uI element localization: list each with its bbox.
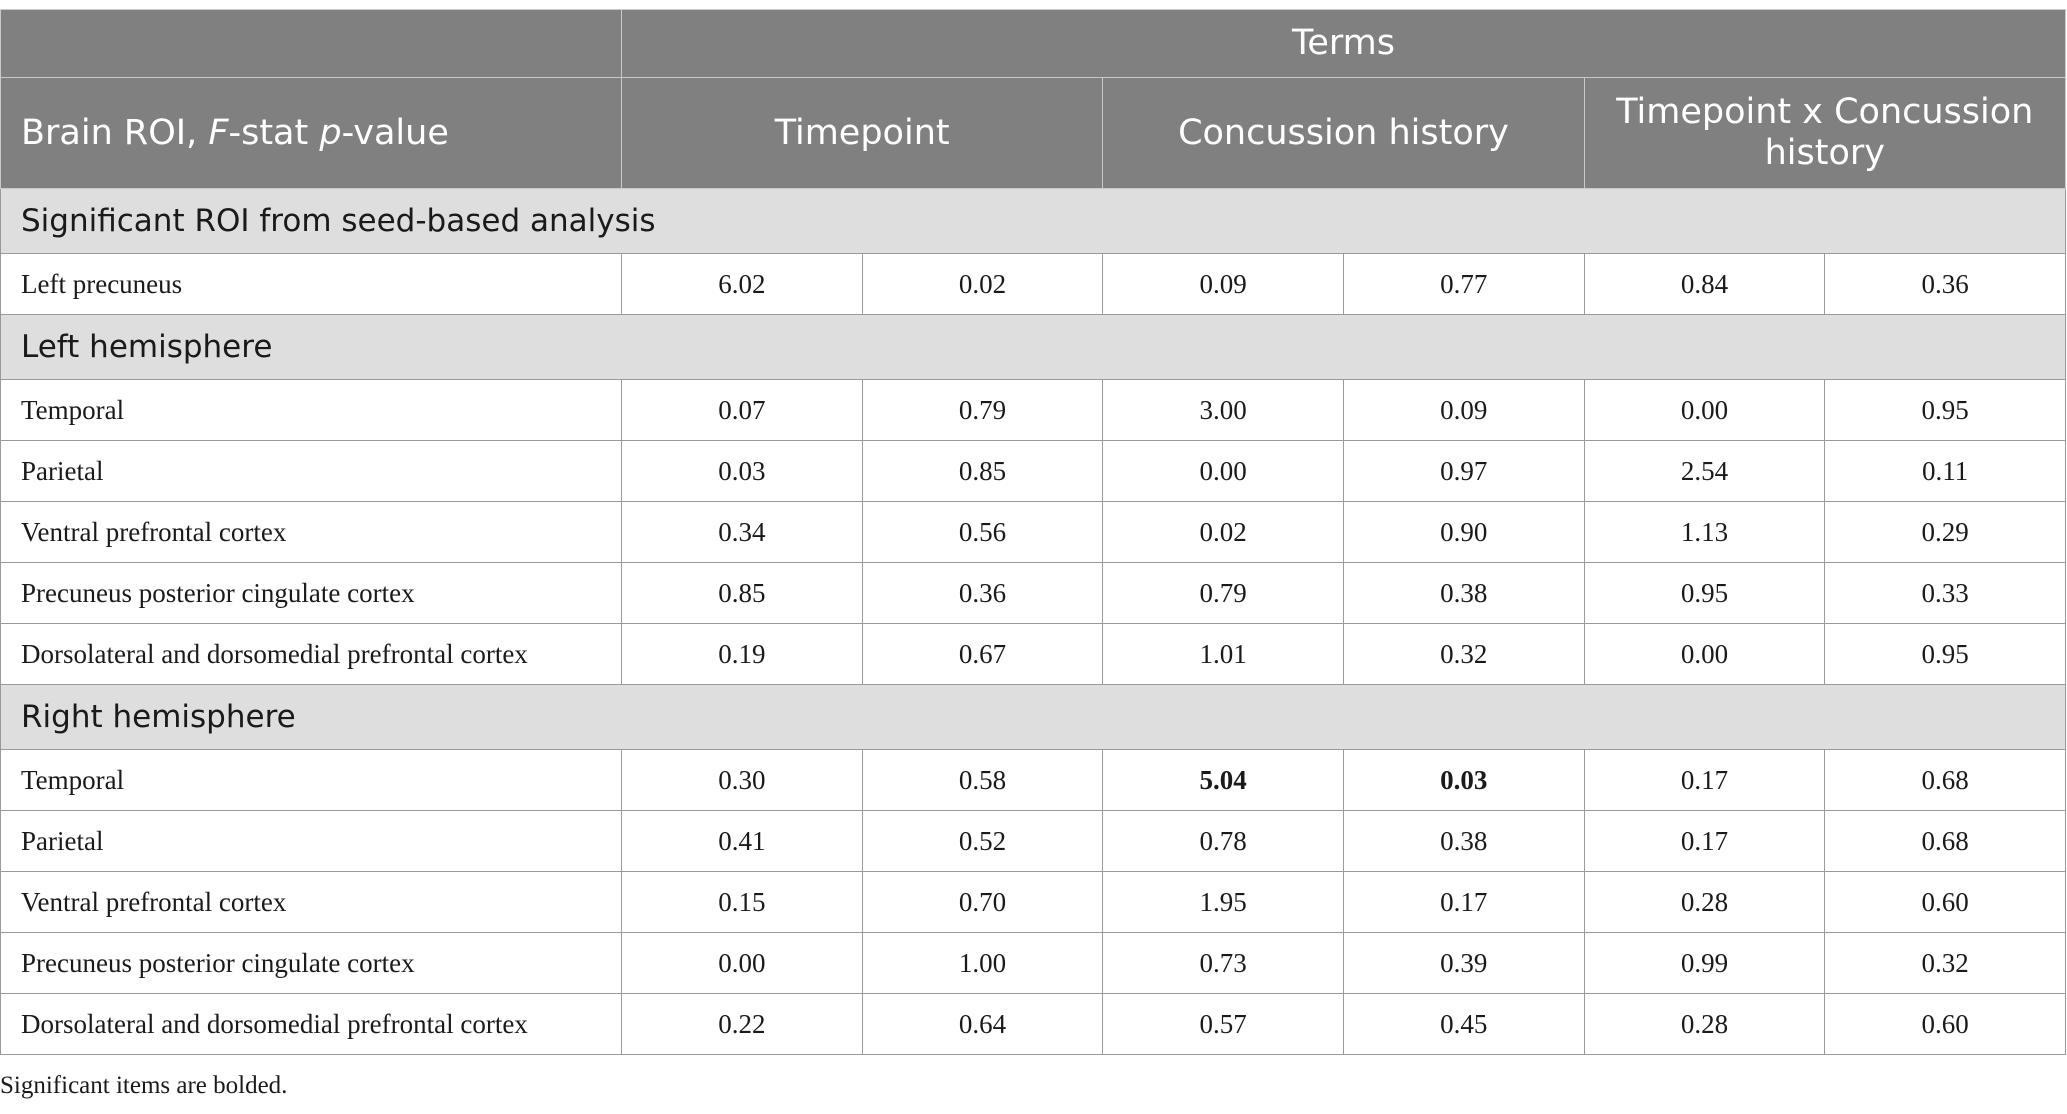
roi-name-cell: Ventral prefrontal cortex: [1, 502, 622, 563]
value-cell: 0.68: [1825, 750, 2066, 811]
value-cell: 0.02: [1103, 502, 1344, 563]
value-cell: 0.77: [1343, 254, 1584, 315]
section-title: Right hemisphere: [1, 685, 2066, 750]
value-cell: 0.97: [1343, 441, 1584, 502]
section-row: [1, 685, 2066, 750]
value-cell: 0.95: [1825, 380, 2066, 441]
value-cell: 0.32: [1343, 624, 1584, 685]
value-cell: 0.64: [862, 994, 1103, 1055]
value-cell: 0.38: [1343, 811, 1584, 872]
roi-name-cell: Precuneus posterior cingulate cortex: [1, 933, 622, 994]
value-cell: 0.79: [1103, 563, 1344, 624]
value-cell: 0.17: [1584, 811, 1825, 872]
value-cell: 0.28: [1584, 994, 1825, 1055]
section-row: [1, 189, 2066, 254]
section-title: Left hemisphere: [1, 315, 2066, 380]
table-row: [1, 624, 2066, 685]
table-row: [1, 254, 2066, 315]
value-cell: 0.36: [1825, 254, 2066, 315]
value-cell: 0.17: [1343, 872, 1584, 933]
value-cell: 0.22: [622, 994, 863, 1055]
value-cell: 0.00: [1584, 380, 1825, 441]
value-cell: 0.68: [1825, 811, 2066, 872]
value-cell: 0.79: [862, 380, 1103, 441]
value-cell: 0.38: [1343, 563, 1584, 624]
value-cell: 0.02: [862, 254, 1103, 315]
value-cell: 0.52: [862, 811, 1103, 872]
value-cell: 0.03: [1343, 750, 1584, 811]
value-cell: 3.00: [1103, 380, 1344, 441]
concussion-history-column-header: Concussion history: [1103, 78, 1584, 189]
value-cell: 0.90: [1343, 502, 1584, 563]
header-row-terms: [1, 10, 2066, 78]
value-cell: 5.04: [1103, 750, 1344, 811]
value-cell: 1.00: [862, 933, 1103, 994]
value-cell: 0.36: [862, 563, 1103, 624]
table-row: [1, 933, 2066, 994]
roi-name-cell: Parietal: [1, 811, 622, 872]
value-cell: 0.19: [622, 624, 863, 685]
roi-name-cell: Temporal: [1, 380, 622, 441]
roi-name-cell: Left precuneus: [1, 254, 622, 315]
table-row: [1, 872, 2066, 933]
value-cell: 0.29: [1825, 502, 2066, 563]
value-cell: 0.95: [1825, 624, 2066, 685]
table-footnote: Significant items are bolded.: [0, 1072, 288, 1099]
value-cell: 0.60: [1825, 994, 2066, 1055]
value-cell: 0.60: [1825, 872, 2066, 933]
value-cell: 0.70: [862, 872, 1103, 933]
value-cell: 0.09: [1343, 380, 1584, 441]
interaction-column-header: Timepoint x Concussion history: [1584, 78, 2065, 189]
table-row: [1, 563, 2066, 624]
roi-name-cell: Dorsolateral and dorsomedial prefrontal cortex: [1, 994, 622, 1055]
roi-name-cell: Parietal: [1, 441, 622, 502]
value-cell: 0.99: [1584, 933, 1825, 994]
value-cell: 0.09: [1103, 254, 1344, 315]
value-cell: 0.07: [622, 380, 863, 441]
value-cell: 0.39: [1343, 933, 1584, 994]
roi-header-f: F: [208, 112, 229, 153]
value-cell: 0.73: [1103, 933, 1344, 994]
value-cell: 1.95: [1103, 872, 1344, 933]
value-cell: 0.17: [1584, 750, 1825, 811]
value-cell: 0.56: [862, 502, 1103, 563]
value-cell: 0.84: [1584, 254, 1825, 315]
value-cell: 0.78: [1103, 811, 1344, 872]
header-row-columns: [1, 78, 2066, 189]
value-cell: 0.00: [1584, 624, 1825, 685]
table-row: [1, 994, 2066, 1055]
table-row: [1, 380, 2066, 441]
value-cell: 0.32: [1825, 933, 2066, 994]
value-cell: 0.28: [1584, 872, 1825, 933]
table-row: [1, 750, 2066, 811]
value-cell: 1.01: [1103, 624, 1344, 685]
table-body: [1, 189, 2066, 1055]
roi-header-part: -value: [341, 112, 449, 153]
value-cell: 0.30: [622, 750, 863, 811]
table-header: [1, 10, 2066, 189]
terms-header: Terms: [622, 10, 2066, 78]
value-cell: 0.11: [1825, 441, 2066, 502]
value-cell: 0.41: [622, 811, 863, 872]
value-cell: 0.33: [1825, 563, 2066, 624]
value-cell: 0.03: [622, 441, 863, 502]
roi-name-cell: Temporal: [1, 750, 622, 811]
value-cell: 6.02: [622, 254, 863, 315]
value-cell: 0.34: [622, 502, 863, 563]
table-row: [1, 441, 2066, 502]
value-cell: 0.57: [1103, 994, 1344, 1055]
value-cell: 0.45: [1343, 994, 1584, 1055]
value-cell: 0.67: [862, 624, 1103, 685]
value-cell: 0.85: [862, 441, 1103, 502]
roi-header-part: -stat: [228, 112, 320, 153]
section-title: Significant ROI from seed-based analysis: [1, 189, 2066, 254]
table-row: [1, 811, 2066, 872]
header-blank-cell: [1, 10, 622, 78]
value-cell: 0.15: [622, 872, 863, 933]
roi-name-cell: Precuneus posterior cingulate cortex: [1, 563, 622, 624]
results-table: [0, 9, 2066, 1055]
value-cell: 0.95: [1584, 563, 1825, 624]
value-cell: 0.00: [1103, 441, 1344, 502]
value-cell: 0.00: [622, 933, 863, 994]
value-cell: 2.54: [1584, 441, 1825, 502]
roi-name-cell: Ventral prefrontal cortex: [1, 872, 622, 933]
roi-header-part: Brain ROI,: [21, 112, 209, 153]
roi-column-header: [1, 78, 622, 189]
roi-name-cell: Dorsolateral and dorsomedial prefrontal cortex: [1, 624, 622, 685]
value-cell: 0.85: [622, 563, 863, 624]
table-row: [1, 502, 2066, 563]
value-cell: 1.13: [1584, 502, 1825, 563]
section-row: [1, 315, 2066, 380]
roi-header-p: p: [319, 112, 342, 153]
value-cell: 0.58: [862, 750, 1103, 811]
results-table-container: [0, 9, 2067, 1055]
timepoint-column-header: Timepoint: [622, 78, 1103, 189]
